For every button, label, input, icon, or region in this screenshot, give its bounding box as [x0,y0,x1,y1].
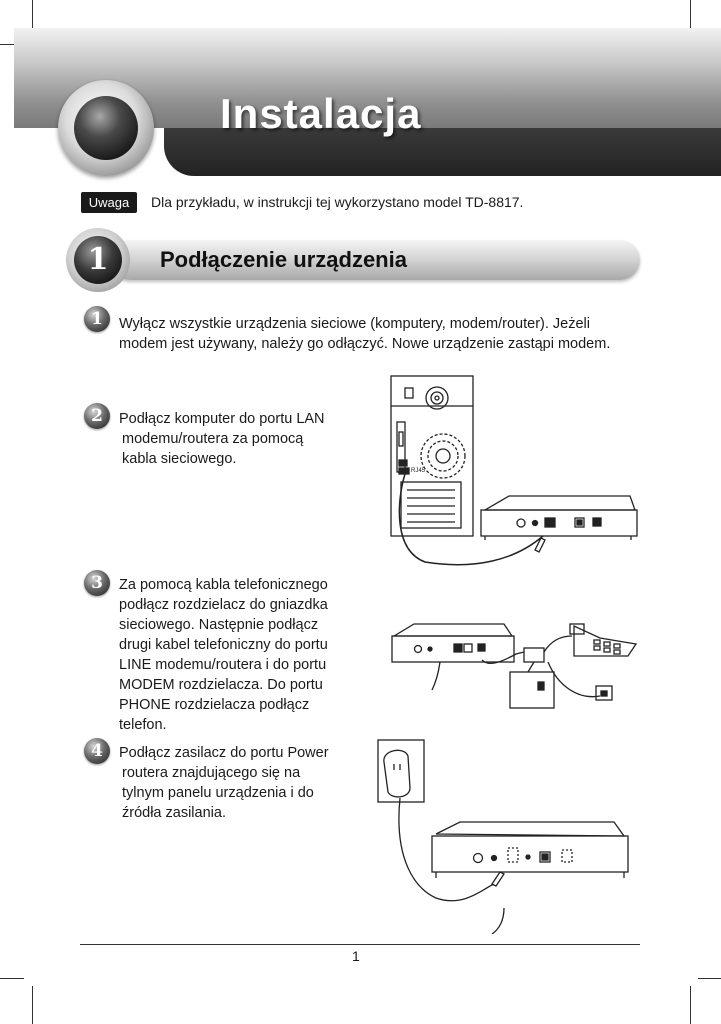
crop-mark [690,986,691,1024]
step-3-number: 3 [84,570,110,596]
router-top [485,496,635,510]
page-title: Instalacja [220,90,422,137]
power-adapter [384,750,410,797]
step-text-line: modem jest używany, należy go odłączyć. Nowe urządzenie zastąpi modem. [119,336,611,352]
step-text-line: Podłącz zasilacz do portu Power [119,745,329,761]
router-back-panel [481,510,637,536]
step-text-line: drugi kabel telefoniczny do portu [119,637,328,653]
page-number: 1 [352,948,360,964]
step-text-line: źródła zasilania. [122,805,226,821]
splitter-illustration [388,616,650,726]
pc-router-illustration [385,370,650,570]
section-header [110,240,640,280]
step-text-line: LINE modemu/routera i do portu [119,657,327,673]
step-3-text [119,575,369,735]
footer-rule [80,944,640,945]
router-back-panel [432,836,628,872]
section-number: 1 [74,236,122,284]
step-4-number: 4 [84,738,110,764]
step-text-line: kabla sieciowego. [122,451,237,467]
power-illustration [374,738,650,934]
router-back-panel [392,636,514,662]
step-text-line: sieciowego. Następnie podłącz [119,617,319,633]
step-text-line: modemu/routera za pomocą [122,431,304,447]
splitter-device [510,672,554,708]
router-top [394,624,512,636]
step-text-line: PHONE rozdzielacza podłącz [119,697,310,713]
header-disc-icon [58,80,154,176]
note-text: Dla przykładu, w instrukcji tej wykorzystano model TD-8817. [151,194,524,210]
crop-mark [32,986,33,1024]
splitter-box [524,648,544,662]
step-text-line: routera znajdującego się na [122,765,301,781]
step-text-line: MODEM rozdzielacza. Do portu [119,677,323,693]
section-number-disc [66,228,130,292]
step-text-line: Wyłącz wszystkie urządzenia sieciowe (komputery, modem/router). Jeżeli [119,316,591,332]
step-text-line: tylnym panelu urządzenia i do [122,785,314,801]
note-badge: Uwaga [81,192,137,213]
router-top [436,822,624,836]
step-text-line: Podłącz komputer do portu LAN [119,411,325,427]
step-text-line: telefon. [119,717,167,733]
rj45-label: RJ45 [411,468,426,474]
step-4-text [119,743,359,823]
step-text-line: podłącz rozdzielacz do gniazdka [119,597,328,613]
step-1-text [119,314,659,354]
step-2-number: 2 [84,403,110,429]
step-2-text [119,409,359,469]
crop-mark [698,978,721,979]
step-1-number: 1 [84,306,110,332]
section-title: Podłączenie urządzenia [160,247,407,272]
step-text-line: Za pomocą kabla telefonicznego [119,577,328,593]
crop-mark [0,978,24,979]
